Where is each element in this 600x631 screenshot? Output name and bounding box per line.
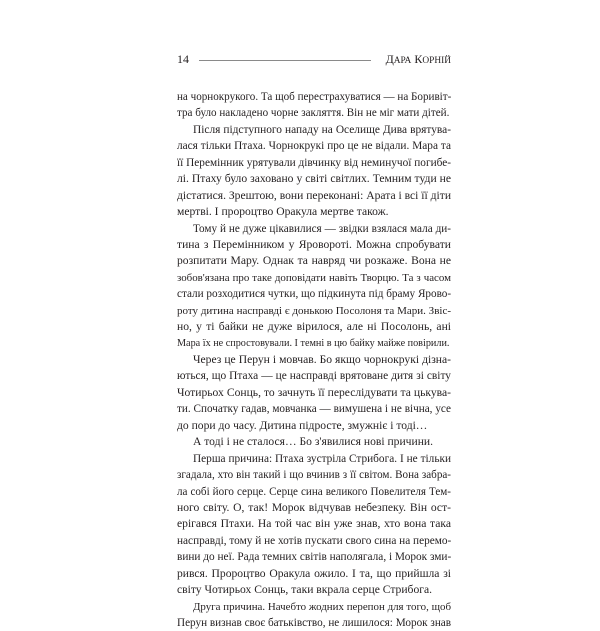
text-line: світу Чотирьох Сонць, таки вкрала серце Стрибога. [177, 583, 433, 597]
text-line: лі. Птаху було заховано у світі світлих. Темним туди не [177, 172, 451, 186]
text-line: роту дитина насправді є донькою Посолоня та Мари. Звіс- [177, 304, 451, 317]
text-line: розпитати Мару. Однак та навряд чи розкаже. Вона не [177, 254, 451, 268]
text-line: ються, що Птаха — це насправді врятоване дитя зі світу [177, 370, 451, 383]
running-title: ДАРА КОРНІЙ [385, 52, 451, 66]
text-line: ла собі його серце. Серце сина великого Повелителя Тем- [177, 485, 451, 498]
text-line: ерігався Птахи. На той час він уже знав, хто вона така [177, 517, 451, 531]
text-line: Мара їх не спростовували. І темні в цю байку майже повірили. [177, 337, 450, 349]
text-line: ти. Спочатку гадав, мовчанка — вимушена і не вічна, усе [177, 403, 451, 416]
text-line: мертві. І пророцтво Оракула мертве також. [177, 205, 389, 219]
text-line: Тому й не дуже цікавилися — звідки взялася мала ди- [193, 222, 451, 235]
text-line: на чорнокрукого. Та щоб перестрахуватися — на Боривіт- [177, 91, 452, 103]
text-line: Через це Перун і мовчав. Бо якщо чорнокрукі дізна- [193, 353, 451, 366]
text-line: Перун визнав своє батьківство, не лишилося: Морок знав [177, 617, 452, 629]
text-line: но, у ті байки не дуже вірилося, але ні Посолонь, ані [177, 320, 451, 334]
text-line: тра було накладено чорне закляття. Він не міг мати дітей. [177, 107, 450, 120]
page-number: 14 [177, 52, 189, 66]
text-line: зобов'язана про таке доповідати навіть Творцю. Та з часом [177, 271, 451, 284]
text-line: Після підступного нападу на Оселище Дива врятува- [193, 123, 451, 136]
text-line: Чотирьох Сонць, то зачнуть її переслідувати та цькува- [177, 385, 451, 399]
text-line: лася тільки Птаха. Чорнокрукі про це не відали. Мара та [177, 140, 451, 153]
text-line: А тоді і не сталося… Бо з'явилися нові причини. [193, 435, 434, 449]
body-text [177, 89, 451, 631]
text-line: Перша причина: Птаха зустріла Стрибога. І не тільки [193, 452, 451, 465]
text-line: Друга причина. Начебто жодних перепон для того, щоб [193, 600, 451, 613]
text-line: згадала, хто він такий і що вчинив з її світом. Вона забра- [177, 469, 451, 482]
text-line: тина з Перемінником у Яровороті. Можна спробувати [177, 237, 451, 251]
text-line: насправді, тому й не хотів пускати свого сина на перемо- [177, 534, 452, 547]
header-rule [199, 60, 371, 61]
text-line: дістатися. Зрештою, вони переконані: Арата і всі її діти [177, 188, 452, 202]
text-line: до пори до часу. Дитина підросте, змужніє і тоді… [177, 418, 428, 432]
text-line: її Перемінник урятували дівчинку від неминучої погибе- [177, 156, 451, 169]
text-line: вини до неї. Рада темних світів наполягала, і Морок зми- [177, 551, 452, 564]
text-line: рився. Пророцтво Оракула ожило. І та, що прийшла зі [177, 566, 451, 580]
text-line: ного світу. О, так! Морок відчував небезпеку. Він ост- [177, 500, 451, 514]
text-line: стали розходитися чутки, що підкинута під браму Ярово- [177, 288, 452, 301]
page-header [177, 52, 451, 72]
